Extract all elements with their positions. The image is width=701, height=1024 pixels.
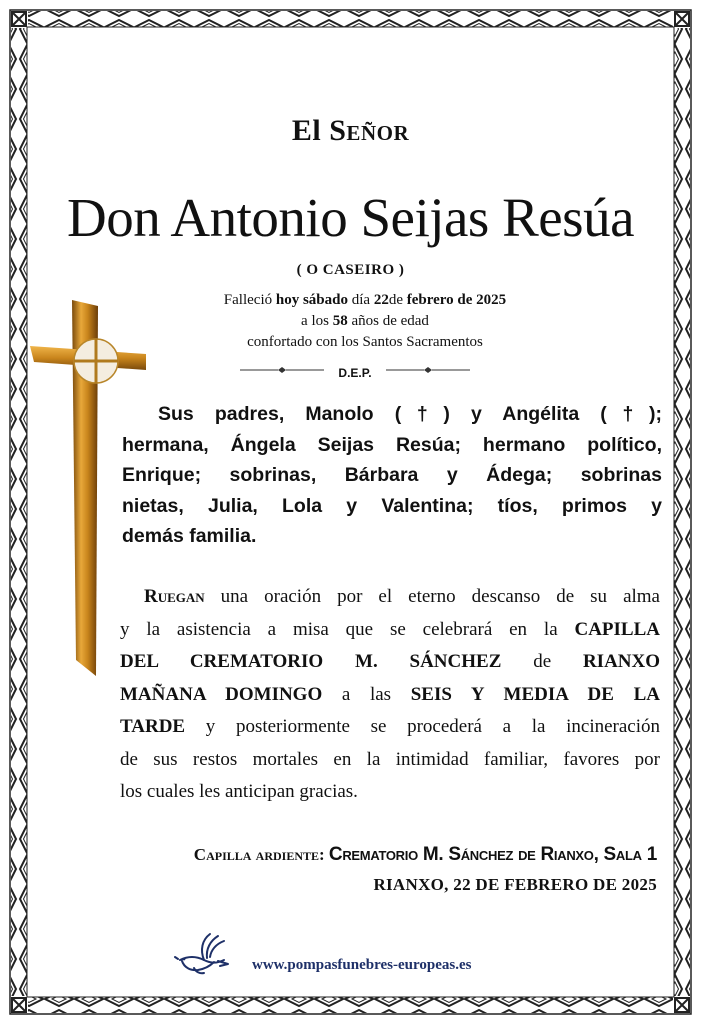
family-line: demás familia.	[122, 525, 257, 547]
request-line: de sus restos mortales en la intimidad familiar, favores por	[120, 748, 660, 770]
family-line: hermana, Ángela Seijas Resúa; hermano político,	[122, 433, 662, 456]
request-line: y la asistencia a misa que se celebrará en la CAPILLA	[120, 618, 660, 640]
dep-divider	[240, 364, 470, 384]
website-link[interactable]: www.pompasfunebres-europeas.es	[252, 957, 472, 973]
death-line-3: confortado con los Santos Sacramentos	[247, 334, 483, 350]
request-text	[120, 581, 660, 809]
death-info	[160, 290, 570, 353]
family-line: Sus padres, Manolo (†) y Angélita (†);	[158, 403, 662, 425]
heading-title	[0, 114, 701, 148]
chapel-label: Capilla ardiente:	[193, 845, 329, 864]
request-line: los cuales les anticipan gracias.	[120, 781, 358, 802]
death-line-2: a los 58 años de edad	[301, 313, 429, 329]
deceased-name: Don Antonio Seijas Resúa	[66, 187, 634, 248]
dep-text: D.E.P.	[338, 366, 372, 380]
dateline: RIANXO, 22 DE FEBRERO DE 2025	[373, 875, 657, 894]
request-line: TARDE y posteriormente se procederá a la incineración	[120, 716, 660, 737]
heading-prefix: El	[291, 114, 322, 147]
request-line: MAÑANA DOMINGO a las SEIS Y MEDIA DE LA	[120, 683, 660, 705]
dove-icon	[174, 930, 234, 976]
heading-word: Señor	[329, 114, 410, 147]
family-text	[122, 399, 662, 552]
family-line: Enrique; sobrinas, Bárbara y Ádega; sobrinas	[122, 464, 662, 486]
chapel-place: Crematorio M. Sánchez de Rianxo, Sala 1	[328, 844, 657, 865]
request-line: Ruegan una oración por el eterno descanso de su alma	[144, 586, 660, 607]
request-line: DEL CREMATORIO M. SÁNCHEZ de RIANXO	[120, 651, 661, 672]
deceased-alias: ( O CASEIRO )	[296, 262, 405, 278]
death-line-1: Falleció hoy sábado día 22de febrero de 2025	[223, 292, 507, 308]
family-line: nietas, Julia, Lola y Valentina; tíos, primos y	[122, 494, 662, 517]
chapel-info	[194, 844, 657, 866]
